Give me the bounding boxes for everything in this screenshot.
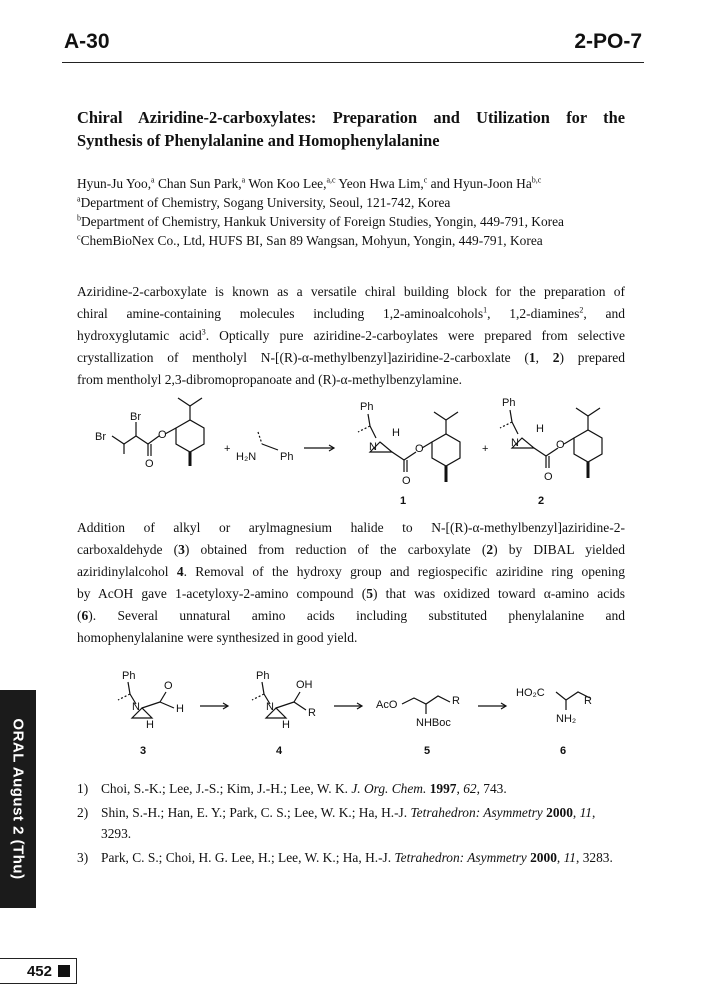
amino-label: NH₂ [556,713,577,725]
header-code-right: 2-PO-7 [574,30,642,53]
plus-sign-2: + [482,443,489,455]
page-number: 452 [26,962,52,980]
hydrogen-label-1: H [392,427,400,439]
affiliation-c: $^c$ChemBioNex Co., Ltd, HUFS BI, San 89 Wangsan, Mohyun, Yongin, 449-791, Korea [77,232,543,248]
session-side-tab: ORAL August 2 (Thu) [0,690,36,908]
reference-item: 2) Shin, S.-H.; Han, E. Y.; Park, C. S.; Lee, W. K.; Ha, H.-J. Tetrahedron: Asymmetry 2000, 11, 3293. [77,805,596,841]
bromo-label-2: Br [95,431,106,443]
black-square-icon [58,965,70,977]
paragraph-results: Addition of alkyl or arylmagnesium halide to N-[(R)-α-methylbenzyl]aziridine-2- carboxaldehyde (3) obtained from reduction of the carboxylate (2) by DIBAL yielded aziridinylalcohol 4. Removal of the hydroxy group and regiospecific aziridine ring opening by AcOH gave 1-acetyloxy-2-amino compound (5) that was oxidized toward α-amino acids (6). Several unnatural amino acids including substituted phenylalanine and homophenylalanine were synthesized in good yield. [77,520,626,645]
amine-label: H₂N [236,451,257,463]
compound-label-6: 6 [560,745,567,757]
references-list [77,778,625,871]
page-number-box [0,958,77,984]
nitrogen-label-4: N [266,701,274,713]
r-group-label-6: R [584,695,592,707]
nitrogen-label-1: N [369,441,377,453]
paper-title: Chiral Aziridine-2-carboxylates: Preparation and Utilization for the Synthesis of Phenylalanine and Homophenylalanine [77,108,625,150]
r-group-label-4: R [308,707,316,719]
ring-hydrogen-4: H [282,719,290,731]
hydrogen-label-2: H [536,423,544,435]
header-code-left: A-30 [64,30,110,53]
phenyl-label-1: Ph [360,401,374,413]
ring-hydrogen-3: H [146,719,154,731]
paragraph-intro: Aziridine-2-carboxylate is known as a versatile chiral building block for the preparation of chiral amine-containing molecules including 1,2-aminoalcohols$^1$, 1,2-diamines$^2$, and hydroxyglutamic acid$^3$. Optically pure aziridine-2-carboylates were prepared from selective crystallization of mentholyl N-[(R)-α-methylbenzyl]aziridine-2-carboxlate (1, 2) prepared from mentholyl 2,3-dibromopropanoate and (R)-α-methylbenzylamine. [77,284,625,387]
aldehyde-hydrogen: H [176,703,184,715]
r-group-label-5: R [452,695,460,707]
affiliation-b: $^b$Department of Chemistry, Hankuk University of Foreign Studies, Yongin, 449-791, Korea [77,213,564,229]
carbonyl-oxygen-3: O [402,475,411,487]
compound-label-4: 4 [276,745,283,757]
affiliation-a: $^a$Department of Chemistry, Sogang University, Seoul, 121-742, Korea [77,194,451,210]
reaction-scheme-2 [0,668,704,768]
ester-oxygen-1: O [158,429,167,441]
nitrogen-label-3: N [132,701,140,713]
reference-item: 3) Park, C. S.; Choi, H. G. Lee, H.; Lee, W. K.; Ha, H.-J. Tetrahedron: Asymmetry 2000, 11, 3283. [77,850,613,865]
bromo-label-1: Br [130,411,141,423]
plus-sign-1: + [224,443,231,455]
aldehyde-oxygen: O [164,680,173,692]
header-rule [62,62,644,63]
author-list: Hyun-Ju Yoo,$^a$ Chan Sun Park,$^a$ Won Koo Lee,$^{a,c}$ Yeon Hwa Lim,$^c$ and Hyun-Joon Ha$^{b,c}$ [77,175,542,191]
phenyl-label-3: Ph [122,670,136,682]
amine-phenyl-label: Ph [280,451,294,463]
nitrogen-label-2: N [511,437,519,449]
carbonyl-oxygen-5: O [544,471,553,483]
hydroxy-label: OH [296,679,313,691]
authors-block [77,174,637,250]
compound-label-1: 1 [400,495,407,507]
carboxyl-label: HO₂C [516,687,545,699]
reaction-scheme-1 [0,392,704,512]
nhboc-label: NHBoc [416,717,451,729]
reference-item: 1) Choi, S.-K.; Lee, J.-S.; Kim, J.-H.; Lee, W. K. J. Org. Chem. 1997, 62, 743. [77,781,507,796]
compound-label-3: 3 [140,745,147,757]
acetoxy-label: AcO [376,699,398,711]
phenyl-label-2: Ph [502,397,516,409]
phenyl-label-4: Ph [256,670,270,682]
compound-label-2: 2 [538,495,545,507]
ester-oxygen-5: O [556,439,565,451]
carbonyl-oxygen-1: O [145,458,154,470]
ester-oxygen-3: O [415,443,424,455]
compound-label-5: 5 [424,745,431,757]
